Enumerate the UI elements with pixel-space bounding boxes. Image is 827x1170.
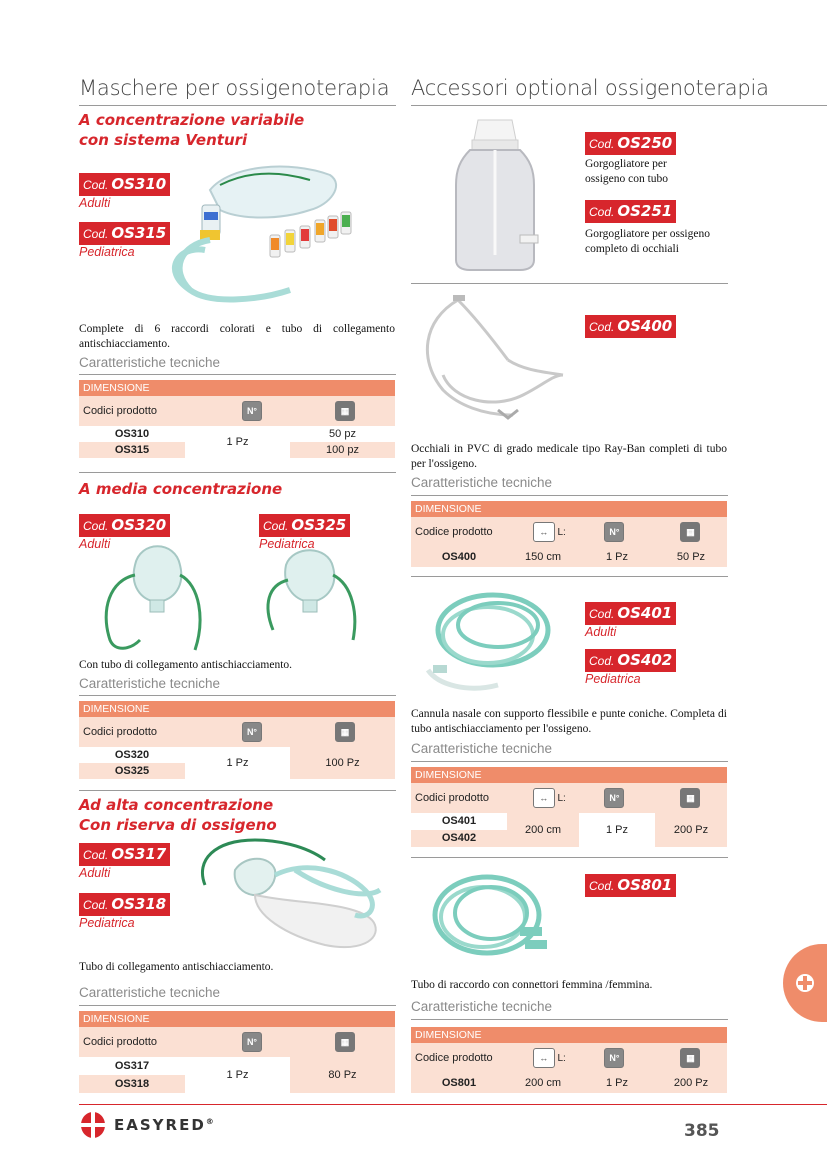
os401-table	[411, 767, 727, 847]
codici-label: Codici prodotto	[415, 792, 489, 804]
table-icon-row	[79, 396, 395, 426]
os401-description: Cannula nasale con supporto flessibile e punte coniche. Completa di tubo antischiacciamento per l'ossigeno.	[411, 708, 727, 735]
page-number: 385	[684, 1121, 720, 1141]
code-badge-os317	[79, 843, 170, 866]
box-cell: 80 Pz	[290, 1057, 395, 1093]
pediatric-mask-image	[258, 545, 363, 645]
box-cell: 200 Pz	[655, 813, 727, 847]
label-adulti: Adulti	[79, 866, 111, 880]
cod-prefix: Cod.	[83, 848, 109, 862]
len-cell: 200 cm	[524, 1077, 562, 1089]
table-row: OS402	[411, 830, 507, 847]
divider	[79, 105, 396, 106]
cod-prefix: Cod.	[83, 178, 109, 192]
os251-description: Gorgogliatore per ossigeno completo di occhiali	[585, 228, 710, 255]
medical-cross-icon	[795, 973, 815, 993]
cod-prefix: Cod.	[83, 519, 109, 533]
pz-cell: 1 Pz	[185, 426, 290, 458]
carat-label: Caratteristiche tecniche	[411, 475, 553, 490]
length-icon: ↔	[533, 522, 555, 542]
box-icon: ▦	[680, 788, 700, 808]
code-badge-os250	[585, 132, 676, 155]
brand-name	[114, 1116, 216, 1134]
count-icon: N°	[604, 788, 624, 808]
os801-table	[411, 1027, 727, 1093]
alta-table	[79, 1011, 395, 1093]
table-icon-row	[411, 517, 727, 547]
table-header: DIMENSIONE	[411, 501, 727, 517]
table-icon-row	[411, 783, 727, 813]
footer-rule	[79, 1104, 827, 1105]
code-badge-os318	[79, 893, 170, 916]
label-adulti: Adulti	[79, 196, 111, 210]
code-badge-os801	[585, 874, 676, 897]
box-icon: ▦	[680, 1048, 700, 1068]
cod-prefix: Cod.	[589, 137, 615, 151]
box-icon: ▦	[335, 1032, 355, 1052]
table-row	[411, 1073, 727, 1093]
divider	[411, 105, 827, 106]
alta-description: Tubo di collegamento antischiacciamento.	[79, 961, 274, 973]
len-cell: 200 cm	[507, 813, 579, 847]
table-icon-row	[79, 717, 395, 747]
box-icon: ▦	[335, 401, 355, 421]
table-row: OS310	[79, 426, 185, 442]
cod-prefix: Cod.	[589, 205, 615, 219]
code-badge-os325	[259, 514, 350, 537]
brand-reg: ®	[205, 1117, 216, 1126]
cod-prefix: Cod.	[589, 879, 615, 893]
venturi-title-2: con sistema Venturi	[79, 131, 248, 149]
os801-description: Tubo di raccordo con connettori femmina /femmina.	[411, 979, 653, 991]
nasal-glasses-image	[413, 290, 573, 430]
humidifier-bottle-image	[450, 115, 540, 275]
count-icon: N°	[242, 401, 262, 421]
reservoir-mask-image	[195, 830, 385, 960]
length-icon: ↔	[533, 1048, 555, 1068]
venturi-mask-image	[160, 150, 360, 315]
cod-prefix: Cod.	[589, 607, 615, 621]
code-number: OS401	[617, 604, 673, 622]
code-number: OS325	[291, 516, 347, 534]
code-number: OS320	[111, 516, 167, 534]
adult-mask-image	[100, 540, 210, 655]
length-icon: ↔	[533, 788, 555, 808]
cod-prefix: Cod.	[263, 519, 289, 533]
divider	[79, 1005, 396, 1006]
cod-prefix: Cod.	[83, 227, 109, 241]
table-row: OS320	[79, 747, 185, 763]
cod-prefix: Cod.	[589, 320, 615, 334]
table-header: DIMENSIONE	[411, 1027, 727, 1043]
venturi-description: Complete di 6 raccordi colorati e tubo di collegamento antischiacciamento.	[79, 323, 395, 350]
divider	[411, 283, 728, 284]
code-badge-os251	[585, 200, 676, 223]
divider	[411, 576, 728, 577]
divider	[411, 761, 728, 762]
carat-label: Caratteristiche tecniche	[411, 741, 553, 756]
label-pediatrica: Pediatrica	[79, 916, 135, 930]
pz-cell: 1 Pz	[605, 551, 628, 563]
code-number: OS400	[617, 317, 673, 335]
brand-text: EASYRED	[114, 1116, 206, 1134]
code-number: OS317	[111, 845, 167, 863]
media-description: Con tubo di collegamento antischiacciamento.	[79, 659, 293, 671]
pz-cell: 1 Pz	[185, 1057, 290, 1093]
length-label: L:	[557, 1053, 566, 1064]
code-badge-os401	[585, 602, 676, 625]
codice-label: Codice prodotto	[415, 526, 493, 538]
carat-label: Caratteristiche tecniche	[79, 355, 221, 370]
table-header: DIMENSIONE	[411, 767, 727, 783]
carat-label: Caratteristiche tecniche	[79, 985, 221, 1000]
codici-label: Codici prodotto	[83, 405, 157, 417]
code-badge-os402	[585, 649, 676, 672]
length-label: L:	[557, 527, 566, 538]
alta-title-2: Con riserva di ossigeno	[79, 816, 277, 834]
pz-cell: 1 Pz	[605, 1077, 628, 1089]
section-tab[interactable]	[783, 944, 827, 1022]
code-number: OS318	[111, 895, 167, 913]
table-header: DIMENSIONE	[79, 701, 395, 717]
os250-description: Gorgogliatore per ossigeno con tubo	[585, 158, 669, 185]
box-cell: 100 Pz	[290, 747, 395, 779]
label-pediatrica: Pediatrica	[79, 245, 135, 259]
label-adulti: Adulti	[585, 625, 617, 639]
divider	[79, 472, 396, 473]
code-badge-os400	[585, 315, 676, 338]
box-icon: ▦	[335, 722, 355, 742]
count-icon: N°	[604, 1048, 624, 1068]
divider	[411, 495, 728, 496]
pz-cell: 1 Pz	[185, 747, 290, 779]
code-number: OS310	[111, 175, 167, 193]
box-cell: 100 pz	[290, 442, 395, 458]
divider	[79, 374, 396, 375]
os400-table	[411, 501, 727, 567]
divider	[79, 790, 396, 791]
code-badge-os310	[79, 173, 170, 196]
code-number: OS315	[111, 224, 167, 242]
code-badge-os315	[79, 222, 170, 245]
box-cell: 50 pz	[290, 426, 395, 442]
table-row: OS318	[79, 1075, 185, 1093]
code-badge-os320	[79, 514, 170, 537]
row-code: OS801	[441, 1077, 477, 1089]
label-pediatrica: Pediatrica	[585, 672, 641, 686]
count-icon: N°	[242, 722, 262, 742]
divider	[411, 1019, 728, 1020]
codice-label: Codice prodotto	[415, 1052, 493, 1064]
divider	[411, 857, 728, 858]
code-number: OS250	[617, 134, 673, 152]
len-cell: 150 cm	[524, 551, 562, 563]
pz-cell: 1 Pz	[579, 813, 655, 847]
length-label: L:	[557, 793, 566, 804]
table-header: DIMENSIONE	[79, 1011, 395, 1027]
media-table	[79, 701, 395, 779]
codici-label: Codici prodotto	[83, 726, 157, 738]
media-title: A media concentrazione	[79, 480, 283, 498]
section-title-left: Maschere per ossigenoterapia	[79, 76, 390, 100]
code-number: OS801	[617, 876, 673, 894]
carat-label: Caratteristiche tecniche	[411, 999, 553, 1014]
carat-label: Caratteristiche tecniche	[79, 676, 221, 691]
table-row: OS317	[79, 1057, 185, 1075]
box-cell: 200 Pz	[673, 1077, 709, 1089]
easyred-logo-icon	[79, 1110, 107, 1140]
table-row: OS315	[79, 442, 185, 458]
os400-description: Occhiali in PVC di grado medicale tipo Ray-Ban completi di tubo per l'ossigeno.	[411, 443, 727, 470]
count-icon: N°	[604, 522, 624, 542]
section-title-right: Accessori optional ossigenoterapia	[411, 76, 769, 100]
table-row: OS325	[79, 763, 185, 779]
table-header: DIMENSIONE	[79, 380, 395, 396]
cod-prefix: Cod.	[83, 898, 109, 912]
divider	[79, 695, 396, 696]
code-number: OS402	[617, 651, 673, 669]
table-row	[411, 547, 727, 567]
code-number: OS251	[617, 202, 673, 220]
row-code: OS400	[441, 551, 477, 563]
alta-title-1: Ad alta concentrazione	[79, 796, 274, 814]
label-pediatrica: Pediatrica	[259, 537, 315, 551]
nasal-cannula-image	[418, 585, 553, 700]
cod-prefix: Cod.	[589, 654, 615, 668]
table-icon-row	[411, 1043, 727, 1073]
codici-label: Codici prodotto	[83, 1036, 157, 1048]
venturi-table	[79, 380, 395, 458]
count-icon: N°	[242, 1032, 262, 1052]
box-icon: ▦	[680, 522, 700, 542]
venturi-title-1: A concentrazione variabile	[79, 111, 305, 129]
box-cell: 50 Pz	[676, 551, 706, 563]
table-icon-row	[79, 1027, 395, 1057]
connector-tube-image	[425, 865, 550, 965]
label-adulti: Adulti	[79, 537, 111, 551]
table-row: OS401	[411, 813, 507, 830]
